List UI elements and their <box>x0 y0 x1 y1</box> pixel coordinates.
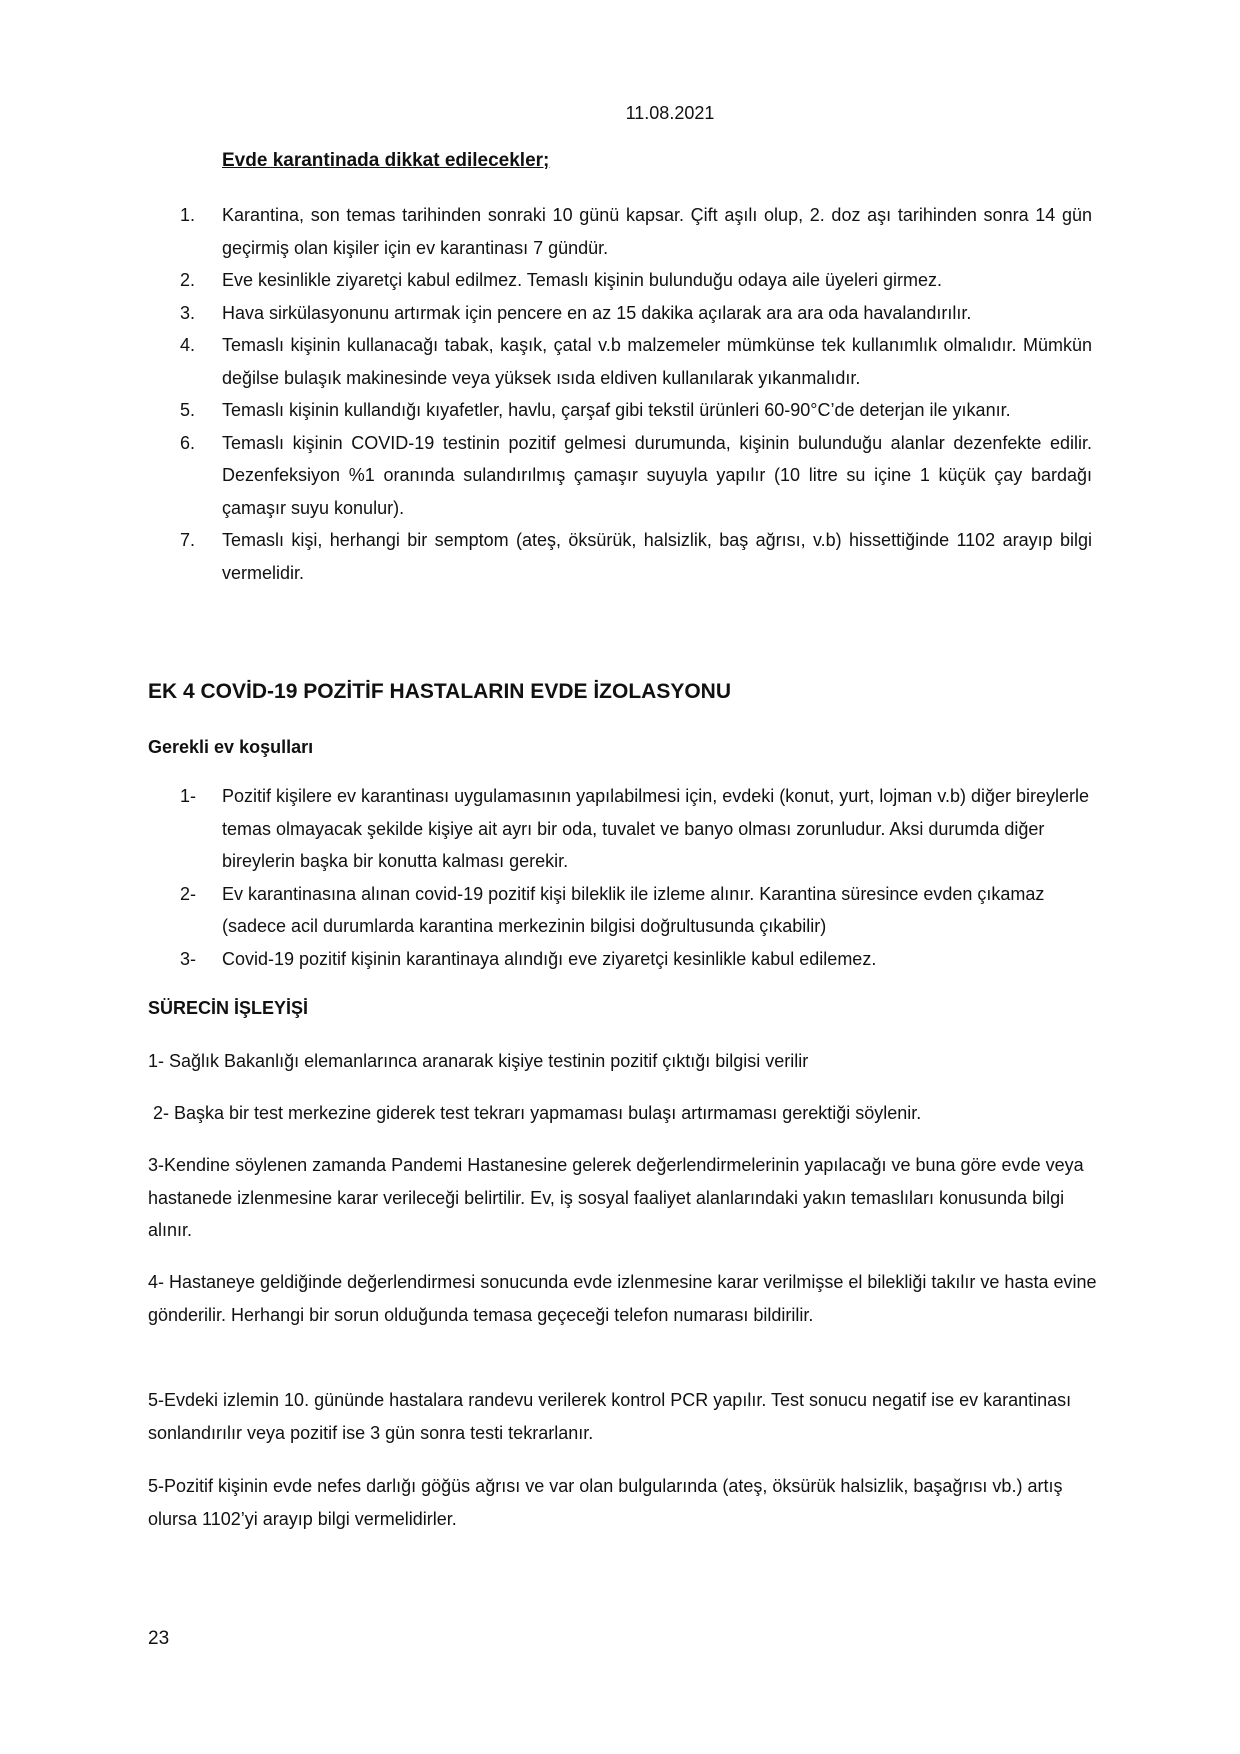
document-date: 11.08.2021 <box>625 103 715 123</box>
list-marker: 7. <box>180 530 196 550</box>
list-marker: 3. <box>180 302 196 323</box>
list-text: Ev karantinasına alınan covid-19 pozitif kişi bileklik ile izleme alınır. Karantina süresince evden çıkamaz (sadece acil durumlarda karantina merkezinin bilgisi doğrultusunda çıkabilir) <box>222 883 1045 936</box>
process-step: 2- Başka bir test merkezine giderek test tekrarı yapmaması bulaşı artırmaması gerektiği söylenir. <box>148 1103 922 1123</box>
list-marker: 1. <box>180 205 196 225</box>
list-item <box>180 878 1092 943</box>
list-marker: 6. <box>180 432 196 453</box>
process-step: 5-Pozitif kişinin evde nefes darlığı göğüs ağrısı ve var olan bulgularında (ateş, öksürük halsizlik, başağrısı vb.) artış olursa 1102’yi arayıp bilgi vermelidirler. <box>148 1476 1063 1529</box>
conditions-list <box>180 780 1092 975</box>
page-number: 23 <box>148 1628 170 1649</box>
conditions-heading: Gerekli ev koşulları <box>148 737 314 757</box>
list-item <box>180 199 1092 264</box>
quarantine-list <box>180 199 1092 589</box>
list-text: Temaslı kişinin kullandığı kıyafetler, havlu, çarşaf gibi tekstil ürünleri 60-90°C’de deterjan ile yıkanır. <box>222 400 1011 420</box>
list-marker: 3- <box>180 948 197 969</box>
list-text: Covid-19 pozitif kişinin karantinaya alındığı eve ziyaretçi kesinlikle kabul edilemez. <box>222 948 877 969</box>
process-step: 5-Evdeki izlemin 10. gününde hastalara randevu verilerek kontrol PCR yapılır. Test sonucu negatif ise ev karantinası sonlandırılır veya pozitif ise 3 gün sonra testi tekrarlanır. <box>148 1390 1072 1443</box>
list-text: Temaslı kişi, herhangi bir semptom (ateş, öksürük, halsizlik, baş ağrısı, v.b) hissettiğinde 1102 arayıp bilgi vermelidir. <box>222 530 1092 583</box>
list-marker: 2. <box>180 270 196 290</box>
process-step: 4- Hastaneye geldiğinde değerlendirmesi sonucunda evde izlenmesine karar verilmişse el bilekliği takılır ve hasta evine gönderilir. Herhangi bir sorun olduğunda temasa geçeceği telefon numarası bildirilir. <box>148 1272 1097 1325</box>
list-item <box>180 394 1092 427</box>
list-item <box>180 297 1092 330</box>
list-item <box>180 264 1092 297</box>
list-item <box>180 943 1092 976</box>
list-marker: 1- <box>180 786 197 806</box>
quarantine-title: Evde karantinada dikkat edilecekler; <box>222 150 550 171</box>
list-item <box>180 524 1092 589</box>
list-text: Hava sirkülasyonunu artırmak için pencere en az 15 dakika açılarak ara ara oda havalandırılır. <box>222 302 972 323</box>
list-marker: 2- <box>180 883 197 904</box>
list-text: Eve kesinlikle ziyaretçi kabul edilmez. Temaslı kişinin bulunduğu odaya aile üyeleri girmez. <box>222 270 943 290</box>
list-item <box>180 427 1092 525</box>
list-text: Temaslı kişinin COVID-19 testinin pozitif gelmesi durumunda, kişinin bulunduğu alanlar dezenfekte edilir. Dezenfeksiyon %1 oranında sulandırılmış çamaşır suyuyla yapılır (10 litre su içine 1 küçük çay bardağı çamaşır suyu konulur). <box>222 432 1092 518</box>
list-item <box>180 329 1092 394</box>
process-heading: SÜRECİN İŞLEYİŞİ <box>148 998 309 1018</box>
list-item <box>180 780 1092 878</box>
process-step: 1- Sağlık Bakanlığı elemanlarınca aranarak kişiye testinin pozitif çıktığı bilgisi verilir <box>148 1051 809 1071</box>
list-text: Karantina, son temas tarihinden sonraki 10 günü kapsar. Çift aşılı olup, 2. doz aşı tarihinden sonra 14 gün geçirmiş olan kişiler için ev karantinası 7 gündür. <box>222 205 1092 258</box>
list-marker: 5. <box>180 400 196 420</box>
list-marker: 4. <box>180 335 196 355</box>
list-text: Pozitif kişilere ev karantinası uygulamasının yapılabilmesi için, evdeki (konut, yurt, lojman v.b) diğer bireylerle temas olmayacak şekilde kişiye ait ayrı bir oda, tuvalet ve banyo olması zorunludur. Aksi durumda diğer bireylerin başka bir konutta kalması gerekir. <box>222 786 1090 871</box>
list-text: Temaslı kişinin kullanacağı tabak, kaşık, çatal v.b malzemeler mümkünse tek kullanımlık olmalıdır. Mümkün değilse bulaşık makinesinde veya yüksek ısıda eldiven kullanılarak yıkanmalıdır. <box>222 335 1092 388</box>
process-step: 3-Kendine söylenen zamanda Pandemi Hastanesine gelerek değerlendirmelerinin yapılacağı ve buna göre evde veya hastanede izlenmesine karar verileceği belirtilir. Ev, iş sosyal faaliyet alanlarındaki yakın temaslıları konusunda bilgi alınır. <box>148 1155 1084 1240</box>
section-heading-ek4: EK 4 COVİD-19 POZİTİF HASTALARIN EVDE İZOLASYONU <box>148 680 731 703</box>
